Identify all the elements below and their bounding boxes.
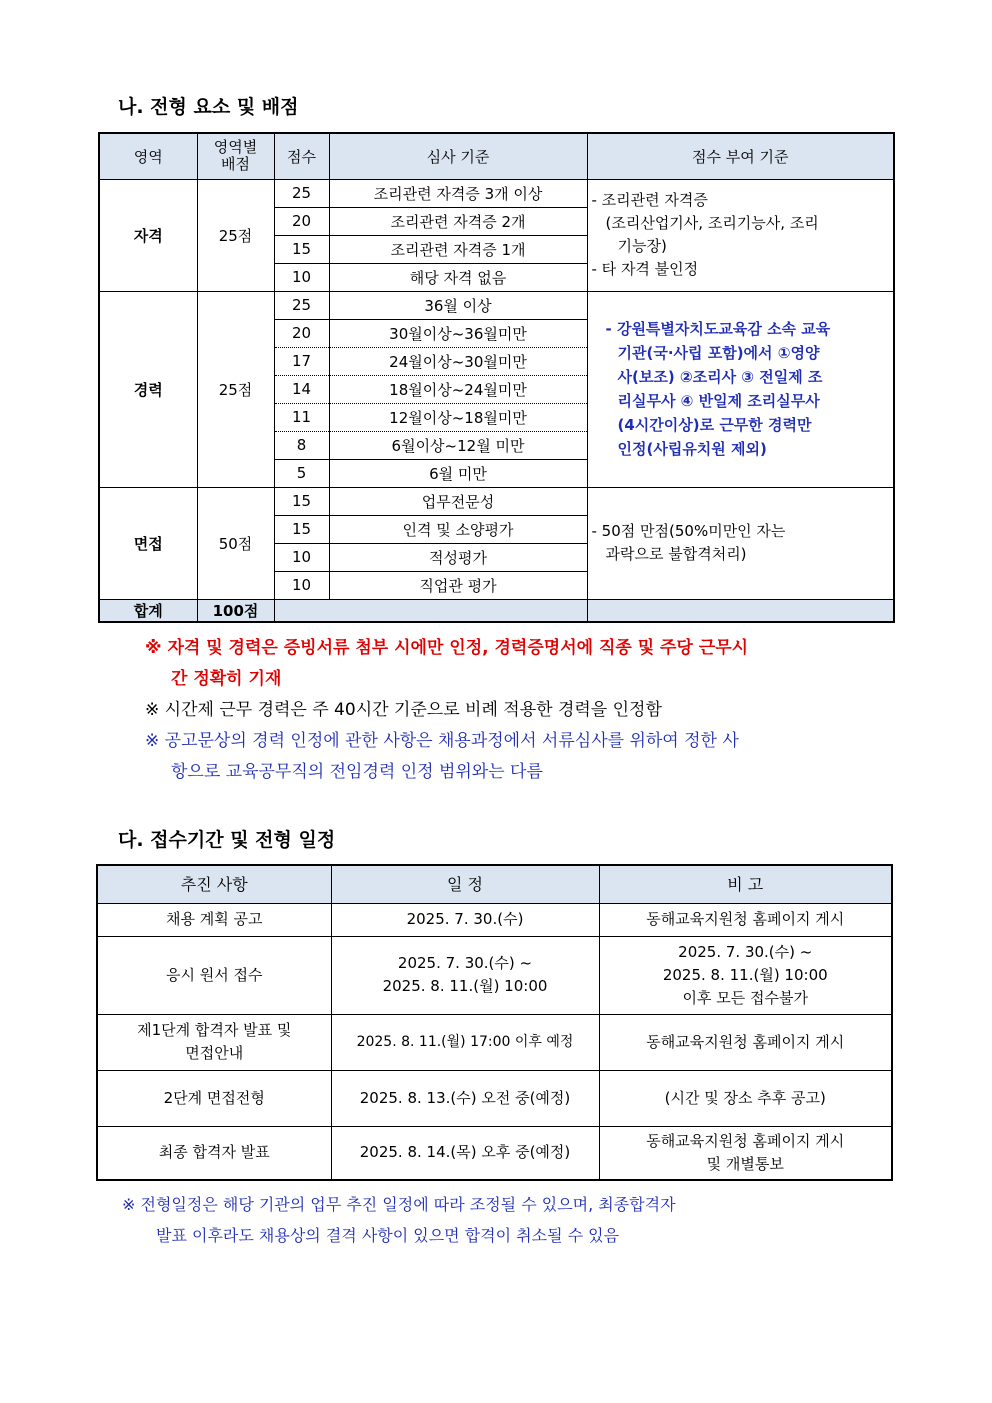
table-row <box>97 1070 892 1126</box>
basis-line: 기능장) <box>617 237 667 255</box>
basis-line: 사(보조) ②조리사 ③ 전일제 조 <box>617 368 823 386</box>
area-interview: 면접 <box>99 487 197 599</box>
schedule-note: 2025. 7. 30.(수) ~ 2025. 8. 11.(월) 10:00 이후 모든 접수불가 <box>599 936 892 1014</box>
section-b-title: 나. 전형 요소 및 배점 <box>118 96 299 118</box>
score-cell: 20 <box>274 207 329 235</box>
basis-line: - 타 자격 불인정 <box>591 260 699 278</box>
schedule-note: 동해교육지원청 홈페이지 게시 <box>599 1014 892 1070</box>
total-empty <box>274 599 587 622</box>
area-career: 경력 <box>99 291 197 487</box>
table-row <box>99 179 894 207</box>
criteria-cell: 적성평가 <box>329 543 587 571</box>
schedule-notice <box>122 1189 922 1251</box>
score-cell: 10 <box>274 571 329 599</box>
note-career-scope <box>145 726 905 788</box>
criteria-cell: 24월이상~30월미만 <box>329 347 587 375</box>
score-cell: 5 <box>274 459 329 487</box>
schedule-note: (시간 및 장소 추후 공고) <box>599 1070 892 1126</box>
schedule-item: 최종 합격자 발표 <box>97 1126 331 1180</box>
schedule-note: 동해교육지원청 홈페이지 게시 <box>599 903 892 936</box>
header-criteria: 심사 기준 <box>329 133 587 179</box>
schedule-header-row <box>97 865 892 903</box>
note-line: ※ 자격 및 경력은 증빙서류 첨부 시에만 인정, 경력증명서에 직종 및 주당 근무시 <box>145 638 749 658</box>
total-value: 100점 <box>197 599 274 622</box>
note-evidence <box>145 633 905 695</box>
schedule-date: 2025. 7. 30.(수) <box>331 903 599 936</box>
total-label: 합계 <box>99 599 197 622</box>
score-cell: 25 <box>274 179 329 207</box>
basis-line: 인정(사립유치원 제외) <box>617 440 767 458</box>
header-item: 추진 사항 <box>97 865 331 903</box>
scoring-table <box>98 132 895 623</box>
section-c-title: 다. 접수기간 및 전형 일정 <box>118 829 336 851</box>
note-line: 항으로 교육공무직의 전임경력 인정 범위와는 다름 <box>171 762 543 782</box>
score-cell: 10 <box>274 263 329 291</box>
table-row <box>97 1014 892 1070</box>
schedule-item: 2단계 면접전형 <box>97 1070 331 1126</box>
schedule-date: 2025. 8. 14.(목) 오후 중(예정) <box>331 1126 599 1180</box>
criteria-cell: 36월 이상 <box>329 291 587 319</box>
table-row <box>99 487 894 515</box>
criteria-cell: 18월이상~24월미만 <box>329 375 587 403</box>
score-cell: 20 <box>274 319 329 347</box>
score-cell: 25 <box>274 291 329 319</box>
basis-line: - 50점 만점(50%미만인 자는 <box>591 522 786 540</box>
criteria-cell: 6월 미만 <box>329 459 587 487</box>
table-row <box>97 936 892 1014</box>
note-line: 발표 이후라도 채용상의 결격 사항이 있으면 합격이 취소될 수 있음 <box>156 1226 620 1245</box>
score-cell: 14 <box>274 375 329 403</box>
basis-line: - 강원특별자치도교육감 소속 교육 <box>605 320 831 338</box>
note-line: ※ 시간제 근무 경력은 주 40시간 기준으로 비례 적용한 경력을 인정함 <box>145 700 662 720</box>
score-cell: 15 <box>274 235 329 263</box>
criteria-cell: 직업관 평가 <box>329 571 587 599</box>
score-cell: 8 <box>274 431 329 459</box>
schedule-date: 2025. 8. 11.(월) 17:00 이후 예정 <box>331 1014 599 1070</box>
basis-line: 과락으로 불합격처리) <box>605 545 747 563</box>
basis-line: (4시간이상)로 근무한 경력만 <box>617 416 812 434</box>
basis-line: 리실무사 ④ 반일제 조리실무사 <box>617 392 820 410</box>
criteria-cell: 해당 자격 없음 <box>329 263 587 291</box>
basis-career <box>587 291 894 487</box>
basis-qualification <box>587 179 894 291</box>
schedule-note: 동해교육지원청 홈페이지 게시 및 개별통보 <box>599 1126 892 1180</box>
note-line: 간 정확히 기재 <box>171 669 282 689</box>
table-row <box>97 903 892 936</box>
basis-line: - 조리관련 자격증 <box>591 191 708 209</box>
total-row <box>99 599 894 622</box>
header-basis: 점수 부여 기준 <box>587 133 894 179</box>
schedule-date: 2025. 7. 30.(수) ~ 2025. 8. 11.(월) 10:00 <box>331 936 599 1014</box>
score-cell: 15 <box>274 487 329 515</box>
area-qualification: 자격 <box>99 179 197 291</box>
note-parttime <box>145 695 905 726</box>
score-cell: 11 <box>274 403 329 431</box>
schedule-date: 2025. 8. 13.(수) 오전 중(예정) <box>331 1070 599 1126</box>
note-line: ※ 공고문상의 경력 인정에 관한 사항은 채용과정에서 서류심사를 위하여 정한 사 <box>145 731 739 751</box>
note-line: ※ 전형일정은 해당 기관의 업무 추진 일정에 따라 조정될 수 있으며, 최종합격자 <box>122 1195 676 1214</box>
score-cell: 17 <box>274 347 329 375</box>
criteria-cell: 조리관련 자격증 1개 <box>329 235 587 263</box>
criteria-cell: 30월이상~36월미만 <box>329 319 587 347</box>
scoring-header-row <box>99 133 894 179</box>
table-row <box>97 1126 892 1180</box>
header-date: 일 정 <box>331 865 599 903</box>
header-area: 영역 <box>99 133 197 179</box>
area-points: 25점 <box>197 179 274 291</box>
schedule-table <box>96 864 893 1181</box>
area-points: 25점 <box>197 291 274 487</box>
criteria-cell: 업무전문성 <box>329 487 587 515</box>
header-score: 점수 <box>274 133 329 179</box>
total-empty <box>587 599 894 622</box>
schedule-item: 응시 원서 접수 <box>97 936 331 1014</box>
criteria-cell: 인격 및 소양평가 <box>329 515 587 543</box>
criteria-cell: 6월이상~12월 미만 <box>329 431 587 459</box>
header-note: 비 고 <box>599 865 892 903</box>
area-points: 50점 <box>197 487 274 599</box>
header-area-points: 영역별 배점 <box>197 133 274 179</box>
score-cell: 15 <box>274 515 329 543</box>
criteria-cell: 조리관련 자격증 3개 이상 <box>329 179 587 207</box>
table-row <box>99 291 894 319</box>
score-cell: 10 <box>274 543 329 571</box>
basis-line: (조리산업기사, 조리기능사, 조리 <box>605 214 819 232</box>
criteria-cell: 12월이상~18월미만 <box>329 403 587 431</box>
schedule-item: 제1단계 합격자 발표 및 면접안내 <box>97 1014 331 1070</box>
basis-interview <box>587 487 894 599</box>
basis-line: 기관(국·사립 포함)에서 ①영양 <box>617 344 820 362</box>
criteria-cell: 조리관련 자격증 2개 <box>329 207 587 235</box>
schedule-item: 채용 계획 공고 <box>97 903 331 936</box>
